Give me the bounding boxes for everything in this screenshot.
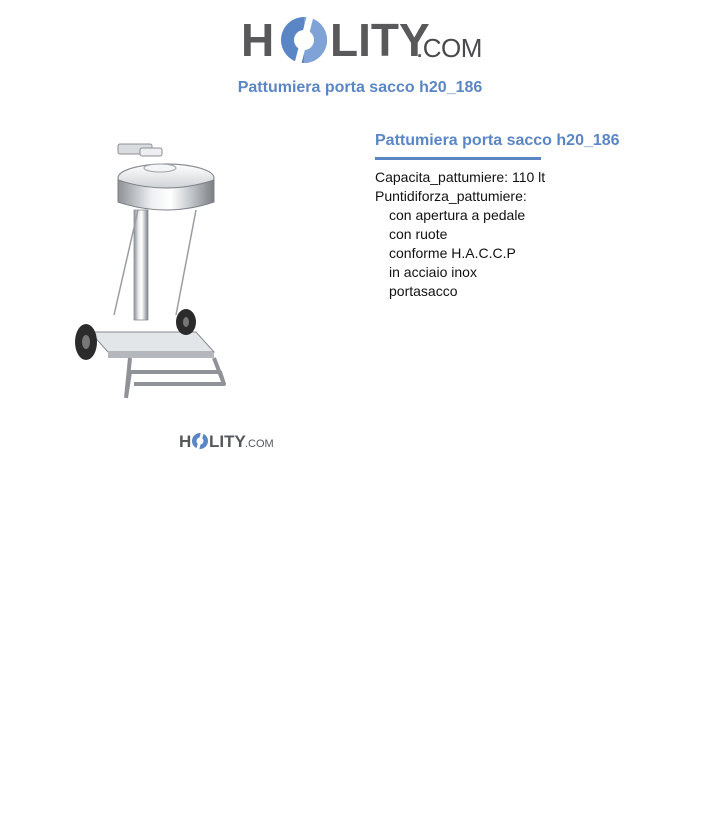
features-list (375, 206, 695, 301)
feature-item: con apertura a pedale (389, 207, 526, 223)
watermark-o-icon (191, 431, 209, 451)
feature-item: conforme H.A.C.C.P (389, 245, 516, 261)
holity-logo[interactable] (241, 12, 481, 68)
feature-item: portasacco (389, 283, 458, 299)
product-details (375, 131, 695, 301)
title-underline (375, 157, 541, 160)
watermark-dotcom: .COM (245, 438, 274, 450)
feature-item: in acciaio inox (389, 264, 477, 280)
capacity-spec: Capacita_pattumiere: 110 lt (375, 169, 546, 185)
features-label: Puntidiforza_pattumiere: (375, 188, 527, 204)
logo-dotcom: .COM (416, 33, 482, 63)
logo-letter-h: H (241, 14, 275, 66)
watermark-letters-lity: LITY (209, 432, 246, 451)
feature-item: con ruote (389, 226, 448, 242)
watermark-logo (179, 430, 279, 454)
trash-bin-stand-image (0, 110, 300, 470)
logo-o-icon (279, 14, 329, 66)
watermark-letter-h: H (179, 432, 192, 451)
product-title: Pattumiera porta sacco h20_186 (375, 132, 620, 149)
page-title: Pattumiera porta sacco h20_186 (237, 79, 483, 96)
logo-letters-lity: LITY (330, 14, 430, 66)
